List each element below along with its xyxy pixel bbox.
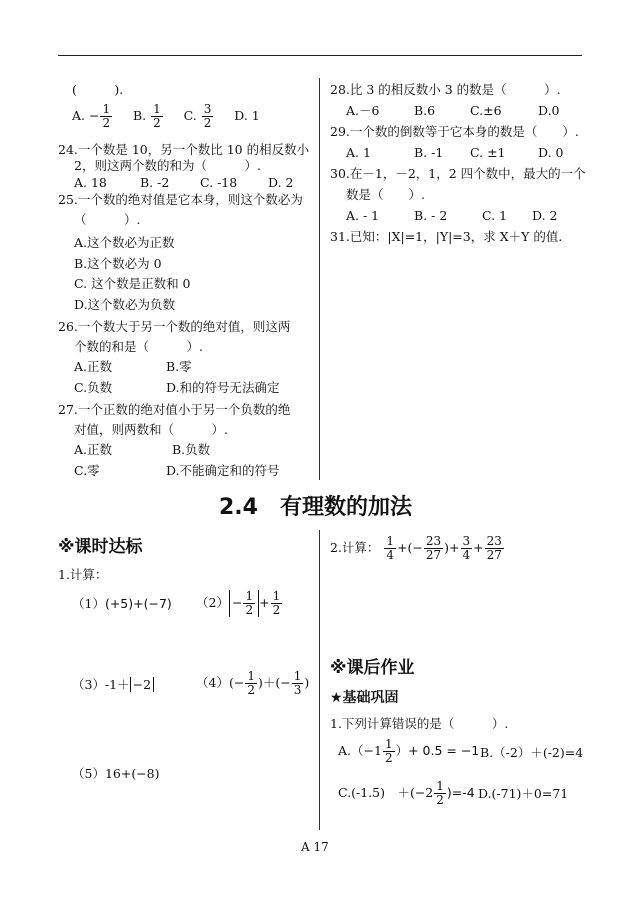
- q26-option-c: C.负数: [74, 380, 113, 395]
- q28-text: 28.比 3 的相反数小 3 的数是（ ）.: [330, 82, 561, 97]
- calc-item-2: （2） − $\frac{1}{2}$ + $\frac{1}{2}$: [196, 589, 281, 618]
- q24-line1: 24.一个数是 10，另一个数比 10 的相反数小: [58, 142, 310, 157]
- q26-line2: 个数的和是（ ）.: [74, 339, 203, 354]
- q29-text: 29.一个数的倒数等于它本身的数是（ ）.: [330, 124, 579, 139]
- hw-q1: 1.下列计算错误的是（ ）.: [330, 716, 509, 731]
- q30-option-b: B. - 2: [414, 208, 448, 223]
- q28-option-a: A.－6: [346, 103, 380, 118]
- q25-option-b: B.这个数必为 0: [74, 256, 162, 271]
- q24-option-d: D. 2: [268, 175, 294, 190]
- column-divider-bottom: [319, 530, 320, 830]
- q30-line2: 数是（ ）.: [346, 187, 425, 202]
- q24-line2: 2，则这两个数的和为（ ）.: [74, 158, 261, 173]
- hw-q1-option-d: D.(-71)＋0=71: [478, 786, 569, 801]
- calc-item-1: （1）(+5)+(−7): [72, 596, 172, 611]
- calc-label: 1.计算：: [58, 567, 108, 582]
- q24-option-b: B. -2: [140, 175, 170, 190]
- q28-option-d: D.0: [538, 103, 560, 118]
- q28-option-c: C.±6: [470, 103, 502, 118]
- page-number: A 17: [301, 840, 329, 854]
- hw-q1-option-b: B.（-2）＋(-2)=4: [480, 745, 584, 760]
- q27-option-a: A.正数: [74, 442, 113, 457]
- q25-option-a: A.这个数必为正数: [74, 235, 175, 250]
- q25-option-c: C. 这个数是正数和 0: [74, 276, 191, 291]
- q30-option-a: A. - 1: [346, 208, 380, 223]
- q30-option-c: C. 1: [482, 208, 508, 223]
- q26-option-a: A.正数: [74, 359, 113, 374]
- left-heading: ※课时达标: [58, 537, 143, 557]
- calc-item-5: （5）16+(−8): [72, 766, 160, 781]
- q31-text: 31.已知：|X|=1，|Y|=3，求 X＋Y 的值.: [330, 229, 563, 244]
- calc-item-4: （4）(− $\frac{1}{2}$ )＋(− $\frac{1}{3}$ ): [196, 669, 310, 698]
- q27-line1: 27.一个正数的绝对值小于另一个负数的绝: [58, 402, 291, 417]
- q30-option-d: D. 2: [532, 208, 558, 223]
- q29-option-b: B. -1: [414, 145, 444, 160]
- q27-option-b: B.负数: [172, 442, 211, 457]
- q30-line1: 30.在－1，－2，1，2 四个数中，最大的一个: [330, 166, 586, 181]
- column-divider-top: [319, 78, 320, 480]
- section-title: 2.4 有理数的加法: [219, 495, 412, 520]
- basic-heading: ★基础巩固: [330, 690, 399, 706]
- q27-line2: 对值，则两数和（ ）.: [74, 422, 228, 437]
- q28-option-b: B.6: [414, 103, 436, 118]
- q26-line1: 26.一个数大于另一个数的绝对值，则这两: [58, 319, 291, 334]
- q25-line2: （ ）.: [74, 212, 141, 227]
- hw-q1-option-c: C.(-1.5) ＋(−2 $\frac{1}{2}$ )=-4: [338, 779, 475, 808]
- q26-option-d: D.和的符号无法确定: [166, 380, 280, 395]
- q25-option-d: D.这个数必为负数: [74, 297, 176, 312]
- q27-option-d: D.不能确定和的符号: [166, 463, 280, 478]
- q24-option-c: C. -18: [200, 175, 238, 190]
- q29-option-d: D. 0: [538, 145, 564, 160]
- q26-option-b: B.零: [166, 359, 192, 374]
- q22-options: A. − $\frac{1}{2}$ B. $\frac{1}{2}$ C. $\frac{3}{2}$ D. 1: [72, 102, 260, 131]
- q22-tail: ( ).: [72, 82, 124, 97]
- top-rule: [58, 55, 582, 56]
- q29-option-a: A. 1: [346, 145, 371, 160]
- q24-option-a: A. 18: [74, 175, 107, 190]
- right-q2: 2.计算： $\frac{1}{4}$ +(− $\frac{23}{27}$ )+ $\frac{3}{4}$ + $\frac{23}{27}$: [330, 534, 502, 563]
- calc-item-3: （3）-1＋ −2: [72, 677, 154, 692]
- homework-heading: ※课后作业: [330, 658, 415, 678]
- q27-option-c: C.零: [74, 463, 100, 478]
- q29-option-c: C. ±1: [470, 145, 506, 160]
- q25-line1: 25.一个数的绝对值是它本身，则这个数必为: [58, 192, 303, 207]
- hw-q1-option-a: A.（−1 $\frac{1}{2}$ ）+ 0.5 = −1: [338, 737, 480, 766]
